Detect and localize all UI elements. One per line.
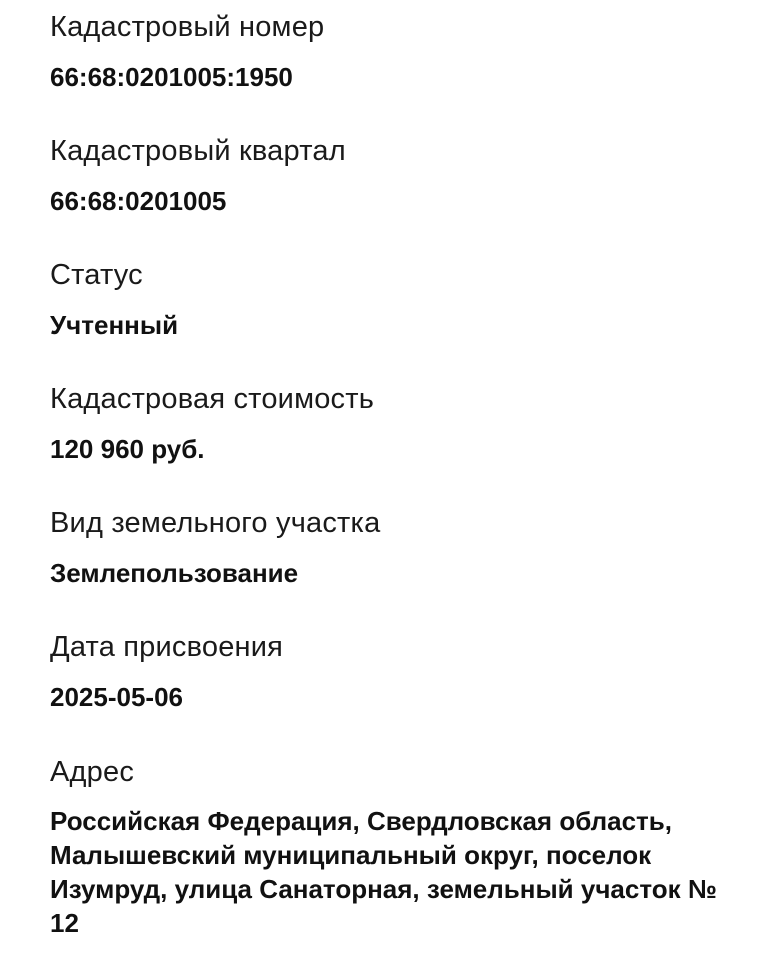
- status-label: Статус: [50, 259, 143, 291]
- address-field: [50, 754, 748, 940]
- assignment-date-field: [50, 629, 748, 714]
- address-value[interactable]: Российская Федерация, Свердловская область, Малышевский муниципальный округ, поселок Изумруд, улица Санаторная, земельный участок № 12: [50, 806, 717, 938]
- cadastral-quarter-label: Кадастровый квартал: [50, 135, 346, 167]
- land-plot-type-label: Вид земельного участка: [50, 507, 381, 539]
- status-field: [50, 257, 748, 342]
- address-label: Адрес: [50, 756, 135, 788]
- land-plot-type-value: Землепользование: [50, 558, 299, 588]
- cadastral-cost-value: 120 960 руб.: [50, 434, 205, 464]
- cadastral-cost-field: [50, 381, 748, 466]
- assignment-date-label: Дата присвоения: [50, 631, 284, 663]
- assignment-date-value: 2025-05-06: [50, 682, 183, 712]
- status-value: Учтенный: [50, 310, 179, 340]
- cadastral-number-field: [50, 9, 748, 94]
- cadastral-cost-label: Кадастровая стоимость: [50, 383, 375, 415]
- cadastral-number-label: Кадастровый номер: [50, 11, 325, 43]
- cadastral-quarter-value[interactable]: 66:68:0201005: [50, 186, 227, 216]
- cadastral-number-value[interactable]: 66:68:0201005:1950: [50, 62, 293, 92]
- cadastral-quarter-field: [50, 133, 748, 218]
- land-plot-type-field: [50, 505, 748, 590]
